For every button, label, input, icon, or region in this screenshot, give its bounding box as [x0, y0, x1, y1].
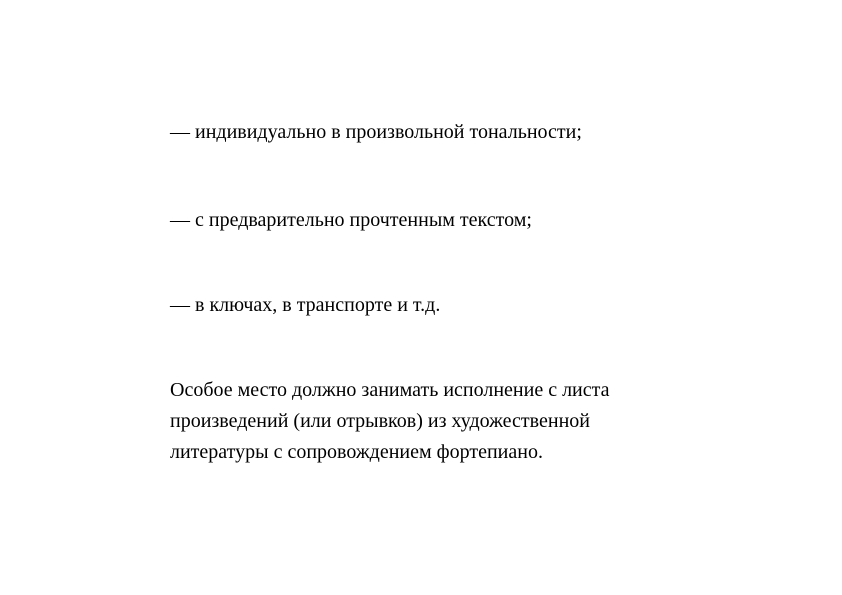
list-item: — в ключах, в транспорте и т.д.: [170, 294, 441, 316]
list-item: — с предварительно прочтенным текстом;: [170, 209, 532, 231]
list-item: — индивидуально в произвольной тональности;: [170, 121, 582, 143]
paragraph-line: Особое место должно занимать исполнение с листа: [170, 379, 610, 401]
body-paragraph: [170, 375, 610, 468]
paragraph-line: литературы с сопровождением фортепиано.: [170, 441, 543, 463]
paragraph-line: произведений (или отрывков) из художественной: [170, 410, 590, 432]
